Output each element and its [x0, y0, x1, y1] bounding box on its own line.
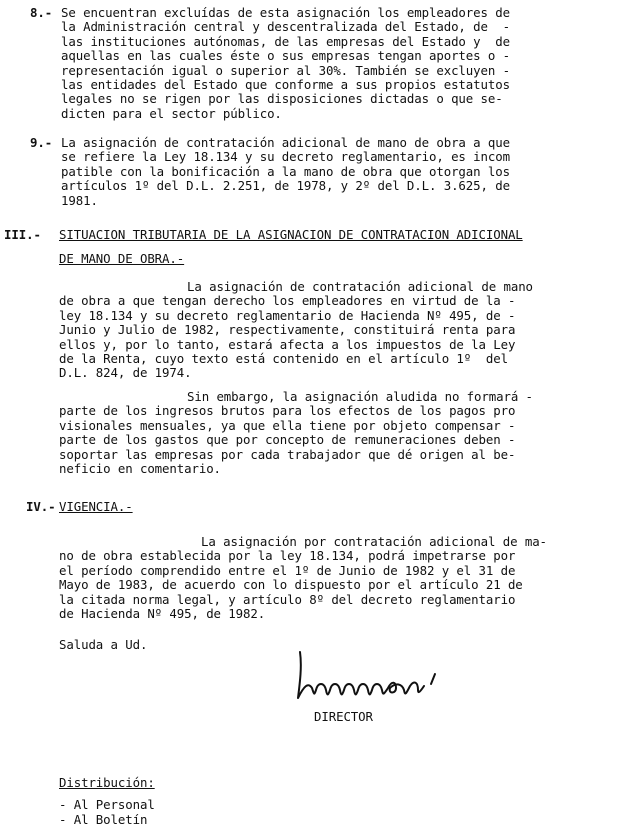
section-3-paragraph-2-line-3: visionales mensuales, ya que ella tiene por objeto compensar - — [59, 417, 516, 433]
section-3-paragraph-1-line-1: La asignación de contratación adicional de mano — [187, 279, 533, 294]
section-3-paragraph-1-line-6: de la Renta, cuyo texto está contenido en el artículo 1º del — [59, 350, 508, 366]
item-9-line-3: patible con la bonificación a la mano de obra que otorgan los — [61, 163, 510, 179]
section-4-paragraph-line-5: la citada norma legal, y artículo 8º del decreto reglamentario — [59, 591, 516, 607]
item-8-line-8: dicten para el sector público. — [61, 105, 282, 121]
section-3-paragraph-1-line-3: ley 18.134 y su decreto reglamentario de Hacienda Nº 495, de - — [59, 307, 516, 323]
item-9-line-5: 1981. — [61, 192, 98, 208]
item-8-line-6: las entidades del Estado que conforme a sus propios estatutos — [61, 76, 510, 92]
section-4-paragraph — [59, 535, 547, 621]
handwritten-signature — [292, 646, 452, 704]
section-3-paragraph-2-line-2: parte de los ingresos brutos para los efectos de los pagos pro — [59, 403, 516, 419]
section-3-paragraph-1-line-4: Junio y Julio de 1982, respectivamente, constituirá renta para — [59, 322, 516, 338]
section-4-paragraph-line-2: no de obra establecida por la ley 18.134, podrá impetrarse por — [59, 548, 516, 564]
item-9-line-4: artículos 1º del D.L. 2.251, de 1978, y 2º del D.L. 3.625, de — [61, 178, 510, 194]
section-3-paragraph-1-line-5: ellos y, por lo tanto, estará afecta a los impuestos de la Ley — [59, 336, 516, 352]
distribution-title: Distribución: — [59, 775, 155, 790]
section-3-paragraph-2 — [59, 390, 533, 476]
item-8-line-5: representación igual o superior al 30%. También se excluyen - — [61, 62, 510, 78]
section-3-paragraph-2-line-6: neficio en comentario. — [59, 460, 221, 476]
closing-greeting: Saluda a Ud. — [59, 637, 148, 652]
section-3-heading-line-1: SITUACION TRIBUTARIA DE LA ASIGNACION DE CONTRATACION ADICIONAL — [59, 227, 523, 242]
section-3-paragraph-2-line-5: soportar las empresas por cada trabajador que dé origen al be- — [59, 446, 516, 462]
item-8-line-4: aquellas en las cuales éste o sus empresas tengan aportes o - — [61, 48, 510, 64]
section-3-paragraph-1-line-2: de obra a que tengan derecho los empleadores en virtud de la - — [59, 293, 516, 309]
item-9-line-1: La asignación de contratación adicional de mano de obra a que — [61, 135, 510, 150]
section-3-number: III.- — [4, 227, 41, 242]
section-3-heading-line-2: DE MANO DE OBRA.- — [59, 251, 185, 266]
signature-title: DIRECTOR — [314, 709, 373, 724]
section-4-paragraph-line-4: Mayo de 1983, de acuerdo con lo dispuesto por el artículo 21 de — [59, 577, 523, 593]
item-8-line-1: Se encuentran excluídas de esta asignación los empleadores de — [61, 5, 510, 20]
item-8-line-3: las instituciones autónomas, de las empresas del Estado y de — [61, 33, 510, 49]
section-4-number: IV.- — [26, 499, 56, 514]
item-8-text — [61, 6, 510, 121]
item-8-line-7: legales no se rigen por las disposiciones dictadas o que se- — [61, 91, 503, 107]
item-9-number: 9.- — [30, 135, 53, 150]
item-8-number: 8.- — [30, 5, 53, 20]
section-4-heading: VIGENCIA.- — [59, 499, 133, 514]
distribution-item-1: - Al Personal — [59, 797, 155, 812]
section-3-paragraph-1-line-7: D.L. 824, de 1974. — [59, 365, 192, 381]
item-9-text — [61, 136, 510, 208]
section-4-paragraph-line-3: el período comprendido entre el 1º de Junio de 1982 y el 31 de — [59, 562, 516, 578]
section-3-paragraph-2-line-4: parte de los gastos que por concepto de remuneraciones deben - — [59, 432, 516, 448]
section-3-paragraph-1 — [59, 280, 533, 381]
section-3-paragraph-2-line-1: Sin embargo, la asignación aludida no formará - — [187, 389, 533, 404]
distribution-item-2: - Al Boletín — [59, 812, 148, 827]
section-4-paragraph-line-1: La asignación por contratación adicional de ma- — [201, 534, 547, 549]
item-8-line-2: la Administración central y descentralizada del Estado, de - — [61, 19, 510, 35]
section-4-paragraph-line-6: de Hacienda Nº 495, de 1982. — [59, 605, 266, 621]
item-9-line-2: se refiere la Ley 18.134 y su decreto reglamentario, es incom — [61, 149, 510, 165]
